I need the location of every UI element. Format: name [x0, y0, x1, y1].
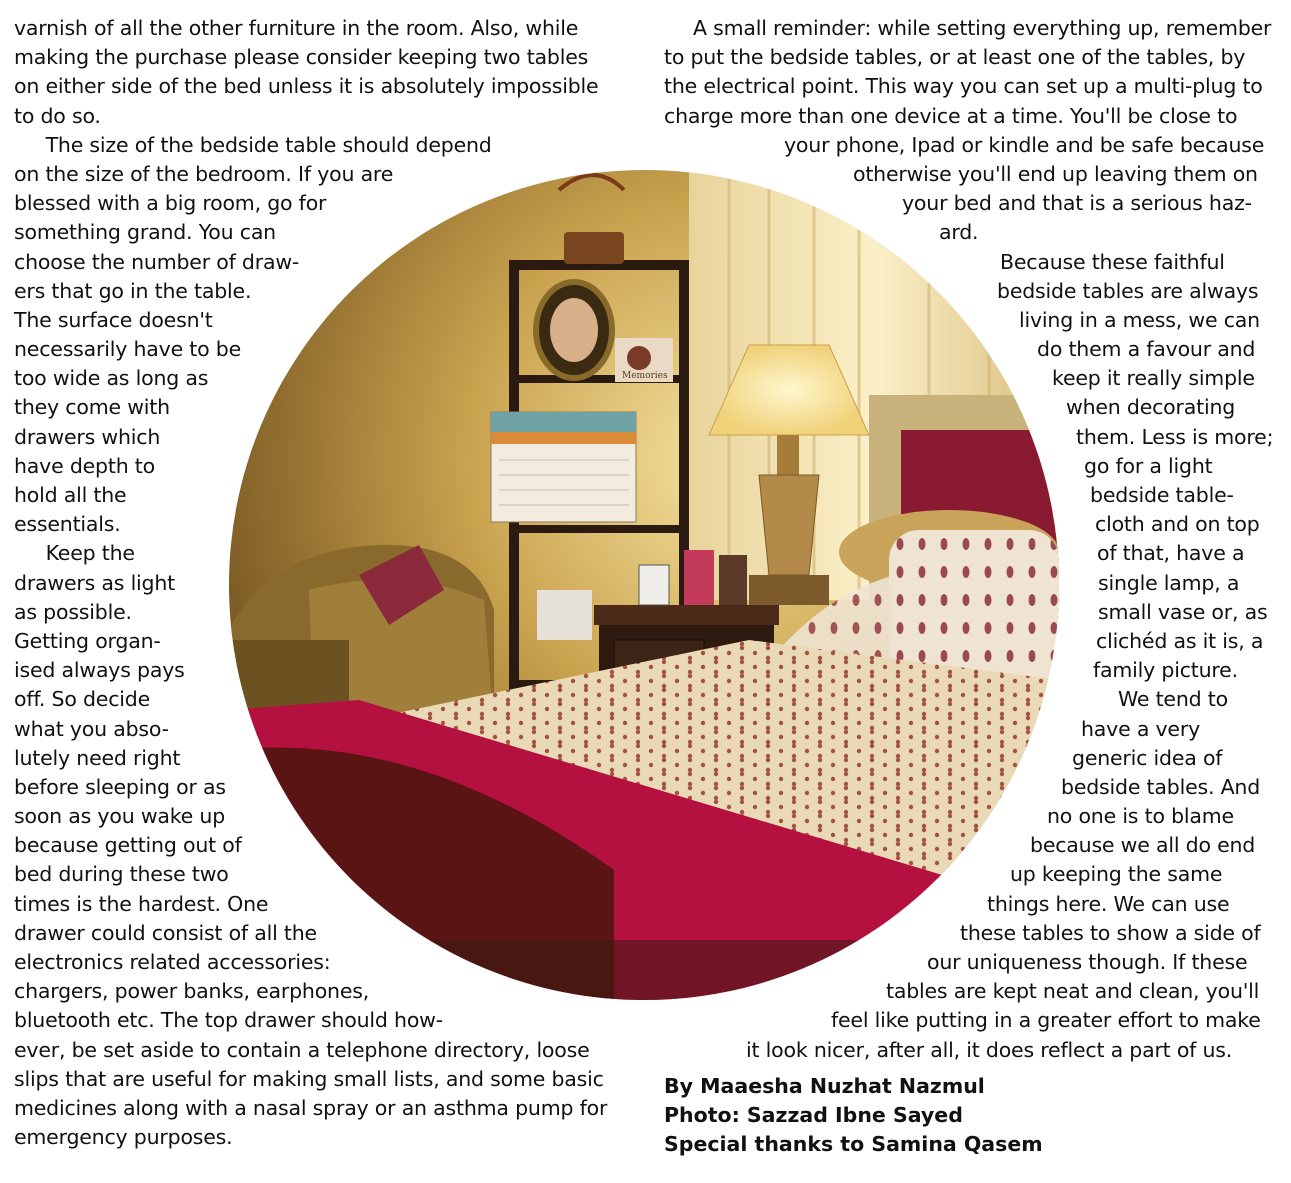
bedroom-photo	[229, 170, 1059, 1000]
text-line: essentials.	[14, 512, 121, 537]
text-line: soon as you wake up	[14, 804, 226, 829]
text-line: We tend to	[1118, 687, 1228, 712]
text-line: Because these faithful	[1000, 249, 1225, 274]
text-line: The size of the bedside table should depend	[14, 132, 492, 157]
text-line: Keep the	[14, 541, 135, 566]
text-line: of that, have a	[1097, 541, 1245, 566]
text-line: your phone, Ipad or kindle and be safe because	[784, 132, 1265, 157]
text-line: bedside table-	[1090, 483, 1234, 507]
text-line: keep it really simple	[1052, 366, 1255, 391]
text-line: ard.	[939, 220, 979, 245]
text-line: up keeping the same	[1010, 862, 1223, 887]
text-line: emergency purposes.	[14, 1125, 233, 1150]
text-line: lutely need right	[14, 745, 181, 770]
text-line: drawer could consist of all the	[14, 920, 317, 945]
text-line: Getting organ-	[14, 628, 161, 653]
text-line: it look nicer, after all, it does reflect a part of us.	[746, 1037, 1233, 1062]
text-line: choose the number of draw-	[14, 249, 300, 274]
text-line: have depth to	[14, 453, 155, 478]
text-line: too wide as long as	[14, 366, 209, 391]
text-line: these tables to show a side of	[960, 920, 1261, 945]
text-line: bluetooth etc. The top drawer should how-	[14, 1008, 443, 1033]
text-line: when decorating	[1066, 395, 1236, 420]
text-line: as possible.	[14, 599, 132, 624]
text-line: they come with	[14, 395, 170, 420]
text-line: drawers as light	[14, 570, 176, 595]
text-line: do them a favour and	[1037, 337, 1256, 362]
text-line: things here. We can use	[987, 891, 1230, 916]
text-line: living in a mess, we can	[1019, 307, 1260, 332]
thanks-credit: Special thanks to Samina Qasem	[664, 1132, 1043, 1157]
text-line: family picture.	[1093, 658, 1238, 683]
text-line: drawers which	[14, 424, 161, 449]
text-line: the electrical point. This way you can set up a multi-plug to	[664, 74, 1263, 99]
text-line: single lamp, a	[1098, 570, 1240, 595]
photo-caption: Memories	[622, 371, 668, 381]
text-line: times is the hardest. One	[14, 891, 269, 916]
text-line: The surface doesn't	[14, 307, 213, 332]
text-line: what you abso-	[14, 716, 169, 741]
text-line: cloth and on top	[1095, 512, 1260, 537]
text-line: bedside tables are always	[997, 278, 1259, 303]
text-line: on either side of the bed unless it is absolutely impossible	[14, 74, 599, 99]
text-line: otherwise you'll end up leaving them on	[853, 161, 1258, 186]
text-line: blessed with a big room, go for	[14, 191, 327, 216]
text-line: necessarily have to be	[14, 337, 242, 362]
text-line: because getting out of	[14, 833, 242, 858]
text-line: feel like putting in a greater effort to make	[831, 1008, 1261, 1033]
text-line: to do so.	[14, 103, 101, 128]
text-line: A small reminder: while setting everything up, remember	[693, 16, 1272, 40]
text-line: on the size of the bedroom. If you are	[14, 161, 394, 186]
text-line: them. Less is more;	[1076, 424, 1274, 449]
text-line: bed during these two	[14, 862, 229, 887]
text-line: charge more than one device at a time. You'll be close to	[664, 103, 1238, 128]
text-line: clichéd as it is, a	[1096, 628, 1264, 653]
text-line: to put the bedside tables, or at least one of the tables, by	[664, 45, 1246, 70]
text-line: chargers, power banks, earphones,	[14, 979, 370, 1004]
text-line: small vase or, as	[1098, 599, 1268, 624]
text-line: slips that are useful for making small lists, and some basic	[14, 1066, 604, 1091]
text-line: off. So decide	[14, 687, 151, 712]
text-line: medicines along with a nasal spray or an asthma pump for	[14, 1095, 608, 1120]
text-line: generic idea of	[1072, 745, 1223, 770]
text-line: electronics related accessories:	[14, 950, 331, 974]
text-line: have a very	[1081, 716, 1200, 741]
text-line: ised always pays	[14, 658, 185, 683]
text-line: something grand. You can	[14, 220, 276, 245]
photo-credit: Photo: Sazzad Ibne Sayed	[664, 1103, 963, 1128]
text-line: our uniqueness though. If these	[927, 950, 1248, 974]
text-line: making the purchase please consider keeping two tables	[14, 45, 589, 70]
text-line: varnish of all the other furniture in the room. Also, while	[14, 16, 579, 40]
text-line: ever, be set aside to contain a telephone directory, loose	[14, 1037, 590, 1062]
text-line: tables are kept neat and clean, you'll	[886, 979, 1260, 1004]
text-line: bedside tables. And	[1061, 774, 1261, 799]
text-line: hold all the	[14, 483, 127, 507]
text-line: because we all do end	[1030, 833, 1256, 858]
credits	[664, 1072, 1043, 1160]
text-line: go for a light	[1084, 453, 1213, 478]
text-line: ers that go in the table.	[14, 278, 252, 303]
text-line: your bed and that is a serious haz-	[902, 191, 1252, 216]
text-line: before sleeping or as	[14, 774, 226, 799]
author-credit: By Maaesha Nuzhat Nazmul	[664, 1074, 985, 1098]
text-line: no one is to blame	[1047, 804, 1234, 829]
